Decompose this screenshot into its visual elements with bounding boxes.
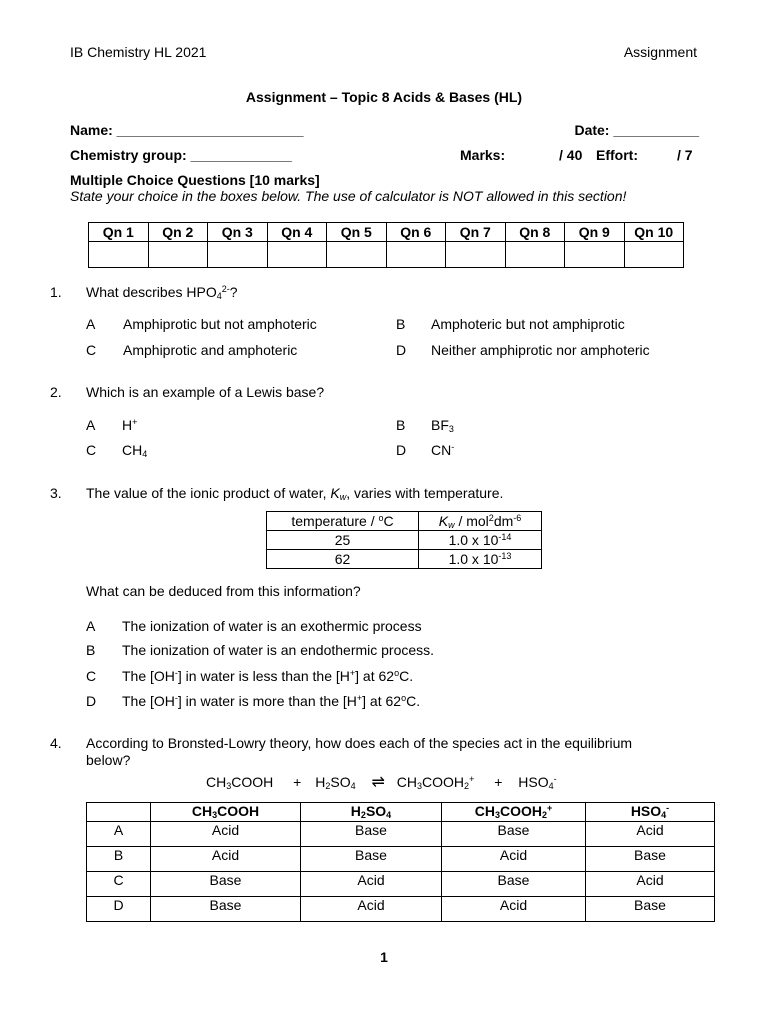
bronsted-header-ch3cooh2: $CH_3COOH_2^+$ [442, 803, 586, 822]
answer-box-6[interactable] [386, 242, 446, 268]
kw-value-cell: 1.0 x $10^{-13}$ [419, 550, 542, 569]
section-instruction: State your choice in the boxes below. The use of calculator is NOT allowed in this section! [70, 188, 627, 204]
table-row[interactable] [87, 822, 715, 847]
q2-option-a[interactable]: A H+ [86, 417, 138, 433]
bronsted-header-hso4: $HSO_4^-$ [586, 803, 715, 822]
table-cell: Acid [586, 822, 715, 847]
answer-header: Qn 8 [505, 223, 565, 242]
header-type: Assignment [623, 44, 697, 60]
table-cell: Acid [301, 872, 442, 897]
table-cell: Base [301, 847, 442, 872]
q3-text: The value of the ionic product of water, $K_w$, varies with temperature. [86, 485, 504, 502]
answer-box-8[interactable] [505, 242, 565, 268]
answer-header: Qn 7 [446, 223, 506, 242]
answer-header: Qn 1 [89, 223, 149, 242]
table-row [267, 550, 542, 569]
table-cell: Base [151, 897, 301, 922]
table-cell: Acid [442, 897, 586, 922]
equilibrium-arrow-icon: ⇌ [371, 774, 385, 791]
kw-table-header-kw: $K_w / mol^2dm^{-6}$ [419, 512, 542, 531]
q3-option-b[interactable]: B The ionization of water is an endothermic process. [86, 642, 435, 658]
q3-option-c[interactable]: C The [OH-] in water is less than the [H+] at 62$^o$C. [86, 668, 414, 684]
answer-box-9[interactable] [565, 242, 625, 268]
row-letter: B [87, 847, 151, 872]
answer-box-5[interactable] [327, 242, 387, 268]
table-cell: Base [151, 872, 301, 897]
row-letter: A [87, 822, 151, 847]
equilibrium-equation: $CH_3COOH + H_2SO_4$ ⇌ $CH_3COOH_2^+ + HSO_4^-$ [206, 774, 557, 791]
table-row[interactable] [87, 847, 715, 872]
answer-header: Qn 4 [267, 223, 327, 242]
marks-total: / 40 [559, 147, 583, 163]
q2-option-d[interactable]: D CN- [396, 442, 455, 458]
answer-header: Qn 3 [208, 223, 268, 242]
table-cell: Base [442, 822, 586, 847]
q3-question: What can be deduced from this information? [86, 583, 361, 599]
table-row[interactable] [87, 872, 715, 897]
q2-option-c[interactable]: C $CH_4$ [86, 442, 148, 459]
q2-text: Which is an example of a Lewis base? [86, 384, 325, 400]
page-number: 1 [380, 949, 388, 965]
q1-option-a[interactable]: A Amphiprotic but not amphoteric [86, 316, 317, 332]
q3-number: 3. [50, 485, 62, 501]
bronsted-header-h2so4: $H_2SO_4$ [301, 803, 442, 822]
table-cell: Base [586, 897, 715, 922]
q1-option-b[interactable]: B Amphoteric but not amphiprotic [396, 316, 625, 332]
q1-option-c[interactable]: C Amphiprotic and amphoteric [86, 342, 298, 358]
date-field[interactable]: Date: ___________ [574, 122, 699, 138]
bronsted-table [86, 802, 715, 922]
group-field[interactable]: Chemistry group: _____________ [70, 147, 292, 163]
marks-label: Marks: [460, 147, 506, 163]
row-letter: C [87, 872, 151, 897]
kw-temp-cell: 25 [267, 531, 419, 550]
kw-value-cell: 1.0 x $10^{-14}$ [419, 531, 542, 550]
answer-box-1[interactable] [89, 242, 149, 268]
q4-text-line2: below? [86, 752, 131, 768]
q1-number: 1. [50, 284, 62, 300]
q1-text: What describes $HPO_4^{2-}$? [86, 284, 238, 301]
page-title: Assignment – Topic 8 Acids & Bases (HL) [245, 89, 523, 105]
row-letter: D [87, 897, 151, 922]
answer-header: Qn 5 [327, 223, 387, 242]
q4-number: 4. [50, 735, 62, 751]
answer-box-3[interactable] [208, 242, 268, 268]
q2-number: 2. [50, 384, 62, 400]
table-cell: Acid [442, 847, 586, 872]
section-heading: Multiple Choice Questions [10 marks] [70, 172, 320, 188]
answer-header: Qn 6 [386, 223, 446, 242]
answer-header: Qn 9 [565, 223, 625, 242]
answer-box-4[interactable] [267, 242, 327, 268]
bronsted-header-ch3cooh: $CH_3COOH$ [151, 803, 301, 822]
kw-temp-cell: 62 [267, 550, 419, 569]
answer-header: Qn 10 [624, 223, 684, 242]
answer-table [88, 222, 684, 268]
table-row [267, 531, 542, 550]
q3-option-a[interactable]: A The ionization of water is an exothermic process [86, 618, 422, 634]
table-cell: Acid [586, 872, 715, 897]
answer-box-10[interactable] [624, 242, 684, 268]
table-cell: Acid [151, 847, 301, 872]
table-cell: Base [442, 872, 586, 897]
table-row[interactable] [87, 897, 715, 922]
kw-table-header-temp: temperature / $^o$C [267, 512, 419, 531]
q3-option-d[interactable]: D The [OH-] in water is more than the [H+] at 62$^o$C. [86, 693, 421, 709]
kw-table [266, 511, 542, 569]
table-cell: Base [586, 847, 715, 872]
name-field[interactable]: Name: ________________________ [70, 122, 304, 138]
table-cell: Acid [301, 897, 442, 922]
effort-total: / 7 [677, 147, 693, 163]
answer-header: Qn 2 [148, 223, 208, 242]
bronsted-header-blank [87, 803, 151, 822]
header-course: IB Chemistry HL 2021 [70, 44, 207, 60]
answer-box-7[interactable] [446, 242, 506, 268]
table-cell: Acid [151, 822, 301, 847]
effort-label: Effort: [596, 147, 638, 163]
table-cell: Base [301, 822, 442, 847]
answer-box-2[interactable] [148, 242, 208, 268]
q4-text-line1: According to Bronsted-Lowry theory, how does each of the species act in the equilibrium [86, 735, 633, 751]
q1-option-d[interactable]: D Neither amphiprotic nor amphoteric [396, 342, 650, 358]
q2-option-b[interactable]: B $BF_3$ [396, 417, 454, 434]
